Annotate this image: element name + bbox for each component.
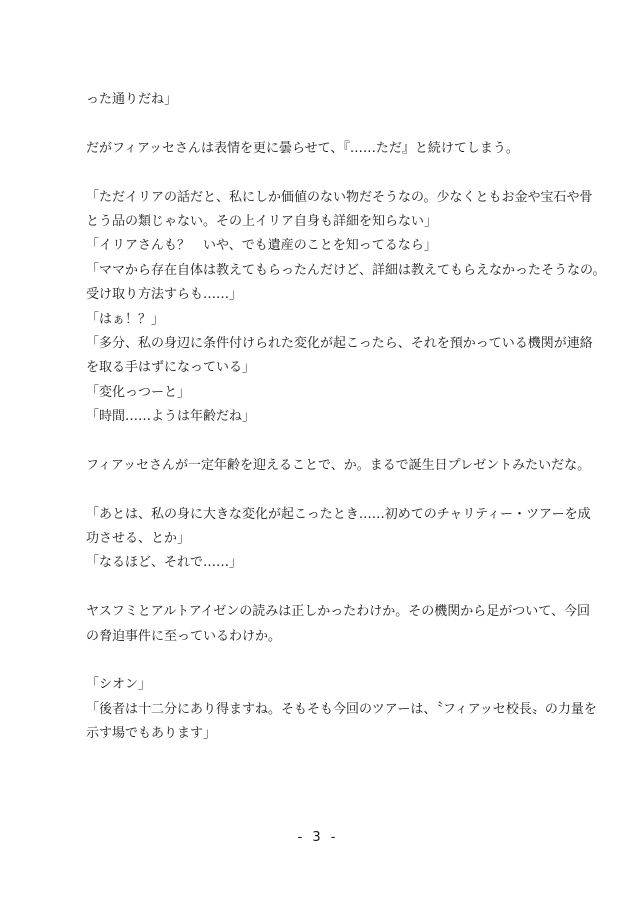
text-line: 「シオン」 [86,677,152,693]
text-line: 受け取り方法すらも……」 [86,287,243,303]
page-number: - 3 - [297,830,339,845]
text-line: ヤスフミとアルトアイゼンの読みは正しかったわけか。その機関から足がついて、今回 [86,604,591,620]
blank-line [86,112,556,136]
blank-line [86,478,556,502]
blank-line [86,649,556,673]
text-line: の脅迫事件に至っているわけか。 [86,628,282,644]
text-line: 「はぁ！？」 [86,311,165,327]
text-line: フィアッセさんが一定年齢を迎えることで、か。まるで誕生日プレゼントみたいだな。 [86,457,591,473]
text-line: とう品の類じゃない。その上イリア自身も詳細を知らない」 [86,213,438,229]
text-line: 「時間……ようは年齢だね」 [86,409,256,425]
text-line: を取る手はずになっている」 [86,360,256,376]
text-line: 「ただイリアの話だと、私にしか価値のない物だそうなの。少なくともお金や宝石や骨 [86,189,593,205]
text-line: 示す場でもあります」 [86,726,217,742]
text-line: だがフィアッセさんは表情を更に曇らせて、『……ただ』と続けてしまう。 [86,140,519,156]
blank-line [86,576,556,600]
text-line: 「ママから存在自体は教えてもらったんだけど、詳細は教えてもらえなかったそうなの。 [86,262,606,278]
text-line: 「あとは、私の身に大きな変化が起こったとき……初めてのチャリティー・ツアーを成 [86,506,591,522]
text-line: 功させる、とか」 [86,531,191,547]
text-line: 「変化っつーと」 [86,384,191,400]
text-line: った通りだね」 [86,92,178,107]
text-line: 「イリアさんも？ いや、でも遺産のことを知ってるなら」 [86,238,437,254]
body-text [86,88,606,747]
blank-line [86,429,556,453]
text-line: 「後者は十二分にあり得ますね。そもそも今回のツアーは、〝フィアッセ校長〟の力量を [86,701,597,717]
text-line: 「なるほど、それで……」 [86,555,243,571]
text-line: 「多分、私の身辺に条件付けられた変化が起こったら、それを預かっている機関が連絡 [86,335,593,351]
blank-line [86,161,556,185]
